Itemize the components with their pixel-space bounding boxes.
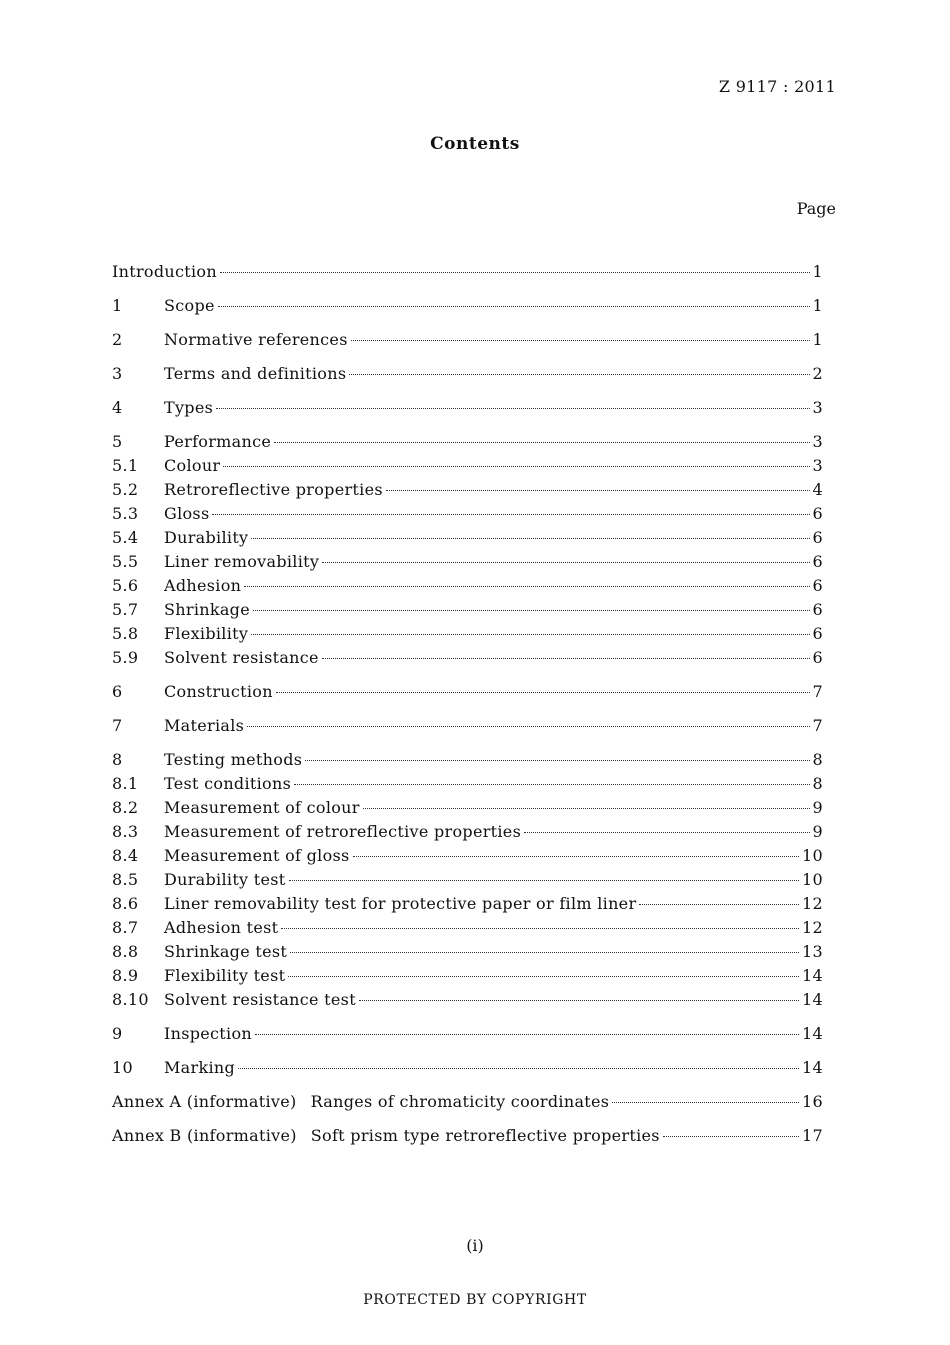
toc-entry-page: 6 [812,624,823,643]
toc-entry[interactable] [112,294,823,318]
dot-leader [386,489,810,491]
dot-leader [351,339,810,341]
table-of-contents [112,260,823,1148]
toc-entry-title: Retroreflective properties [164,480,383,499]
toc-entry[interactable] [112,916,823,940]
toc-entry-page: 12 [802,894,823,913]
toc-entry-page: 7 [812,682,823,701]
toc-entry[interactable] [112,796,823,820]
toc-entry[interactable] [112,820,823,844]
dot-leader [359,999,799,1001]
toc-entry-page: 14 [802,990,823,1009]
toc-entry[interactable] [112,892,823,916]
toc-entry-title: Flexibility test [164,966,286,985]
dot-leader [238,1067,799,1069]
toc-entry-number: 8.1 [112,774,139,793]
toc-entry-title: Shrinkage test [164,942,288,961]
dot-leader [220,271,810,273]
toc-entry-page: 10 [802,870,823,889]
dot-leader [276,691,810,693]
toc-entry[interactable] [112,1056,823,1080]
dot-leader [288,975,799,977]
toc-entry-title: Performance [164,432,272,451]
toc-entry-title: Introduction [112,262,217,281]
dot-leader [524,831,809,833]
annex-page: 17 [802,1126,823,1145]
dot-leader [322,561,809,563]
toc-entry-title: Types [164,398,214,417]
toc-entry-number: 5.6 [112,576,139,595]
toc-entry-number: 4 [112,398,123,417]
toc-entry[interactable] [112,772,823,796]
toc-entry-title: Adhesion [164,576,242,595]
toc-entry-number: 8.10 [112,990,149,1009]
dot-leader [349,373,809,375]
toc-entry[interactable] [112,362,823,386]
dot-leader [294,783,809,785]
toc-entry-page: 6 [812,528,823,547]
toc-entry-title: Shrinkage [164,600,250,619]
toc-entry-page: 2 [812,364,823,383]
toc-entry-number: 8.6 [112,894,139,913]
annex-title: Soft prism type retroreflective properties [310,1126,660,1145]
annex-label: Annex A (informative) [112,1092,297,1111]
toc-entry[interactable] [112,454,823,478]
dot-leader [251,633,809,635]
toc-entry-page: 12 [802,918,823,937]
toc-entry[interactable] [112,396,823,420]
toc-entry-page: 3 [812,456,823,475]
toc-entry[interactable] [112,574,823,598]
toc-entry-title: Durability [164,528,249,547]
dot-leader [274,441,809,443]
toc-entry-title: Durability test [164,870,286,889]
toc-entry-number: 9 [112,1024,123,1043]
dot-leader [363,807,810,809]
toc-entry-page: 6 [812,648,823,667]
toc-entry-title: Normative references [164,330,348,349]
toc-entry-title: Flexibility [164,624,249,643]
toc-entry[interactable] [112,940,823,964]
dot-leader [212,513,809,515]
dot-leader [223,465,809,467]
toc-entry-number: 8.3 [112,822,139,841]
dot-leader [251,537,809,539]
toc-entry[interactable] [112,478,823,502]
dot-leader [281,927,799,929]
toc-entry-page: 9 [812,798,823,817]
toc-entry-page: 14 [802,1024,823,1043]
toc-entry-number: 10 [112,1058,133,1077]
dot-leader [322,657,810,659]
toc-entry-number: 5.8 [112,624,139,643]
toc-entry-title: Liner removability test for protective paper or film liner [164,894,637,913]
toc-entry[interactable] [112,260,823,284]
toc-entry-title: Construction [164,682,273,701]
annex-title: Ranges of chromaticity coordinates [310,1092,610,1111]
toc-entry-title: Marking [164,1058,236,1077]
dot-leader [216,407,809,409]
toc-entry[interactable] [112,988,823,1012]
dot-leader [305,759,809,761]
toc-entry[interactable] [112,502,823,526]
toc-entry-page: 6 [812,600,823,619]
toc-entry[interactable] [112,598,823,622]
toc-entry[interactable] [112,680,823,704]
toc-entry-title: Scope [164,296,215,315]
toc-entry-page: 1 [812,262,823,281]
dot-leader [253,609,810,611]
toc-entry-number: 3 [112,364,123,383]
toc-entry-page: 6 [812,576,823,595]
toc-entry-title: Liner removability [164,552,320,571]
dot-leader [353,855,799,857]
toc-entry[interactable] [112,1022,823,1046]
toc-entry[interactable] [112,526,823,550]
toc-entry-page: 9 [812,822,823,841]
toc-entry-page: 6 [812,504,823,523]
toc-entry[interactable] [112,550,823,574]
toc-entry-number: 7 [112,716,123,735]
dot-leader [289,879,800,881]
page-column-label: Page [796,199,836,218]
toc-entry[interactable] [112,714,823,738]
toc-entry-page: 1 [812,296,823,315]
toc-entry-page: 14 [802,966,823,985]
toc-entry-title: Solvent resistance test [164,990,356,1009]
toc-entry-number: 8 [112,750,123,769]
dot-leader [255,1033,799,1035]
copyright-notice: PROTECTED BY COPYRIGHT [363,1292,587,1308]
dot-leader [639,903,799,905]
toc-entry-title: Terms and definitions [164,364,347,383]
toc-entry-number: 8.2 [112,798,139,817]
toc-entry-number: 8.7 [112,918,139,937]
toc-entry-page: 7 [812,716,823,735]
toc-entry-page: 4 [812,480,823,499]
toc-entry-number: 5.4 [112,528,139,547]
toc-entry-page: 14 [802,1058,823,1077]
dot-leader [247,725,809,727]
toc-entry-title: Inspection [164,1024,252,1043]
toc-entry-title: Colour [164,456,221,475]
toc-entry-number: 8.4 [112,846,139,865]
annex-label: Annex B (informative) [112,1126,297,1145]
dot-leader [244,585,809,587]
dot-leader [663,1135,799,1137]
toc-entry-title: Materials [164,716,245,735]
toc-entry[interactable] [112,868,823,892]
toc-entry-title: Test conditions [164,774,292,793]
toc-entry-number: 1 [112,296,123,315]
toc-entry-number: 5 [112,432,123,451]
toc-entry-number: 5.1 [112,456,139,475]
toc-entry-page: 8 [812,750,823,769]
toc-entry-title: Measurement of gloss [164,846,350,865]
toc-entry-page: 13 [802,942,823,961]
annex-entry[interactable] [112,1124,823,1148]
toc-entry[interactable] [112,328,823,352]
toc-entry-title: Testing methods [164,750,303,769]
standard-number: Z 9117 : 2011 [718,77,836,96]
toc-entry-page: 1 [812,330,823,349]
toc-entry-page: 3 [812,432,823,451]
toc-entry[interactable] [112,646,823,670]
toc-entry-number: 5.5 [112,552,139,571]
toc-entry[interactable] [112,844,823,868]
toc-entry-title: Solvent resistance [164,648,319,667]
toc-entry-title: Measurement of colour [164,798,360,817]
toc-entry-number: 8.9 [112,966,139,985]
toc-entry-number: 5.9 [112,648,139,667]
toc-entry-page: 8 [812,774,823,793]
toc-entry-number: 5.3 [112,504,139,523]
toc-entry-title: Measurement of retroreflective properties [164,822,522,841]
toc-entry[interactable] [112,622,823,646]
toc-entry-page: 3 [812,398,823,417]
dot-leader [218,305,810,307]
toc-entry-number: 8.8 [112,942,139,961]
annex-page: 16 [802,1092,823,1111]
toc-entry-title: Gloss [164,504,210,523]
toc-entry-number: 5.7 [112,600,139,619]
dot-leader [612,1101,799,1103]
toc-entry-page: 10 [802,846,823,865]
page-title: Contents [430,134,520,154]
toc-entry[interactable] [112,748,823,772]
page-number: (i) [466,1236,484,1255]
toc-entry-number: 8.5 [112,870,139,889]
annex-entry[interactable] [112,1090,823,1114]
dot-leader [290,951,799,953]
toc-entry-number: 5.2 [112,480,139,499]
toc-entry[interactable] [112,964,823,988]
toc-entry-number: 6 [112,682,123,701]
toc-entry-number: 2 [112,330,123,349]
toc-entry-title: Adhesion test [164,918,279,937]
toc-entry[interactable] [112,430,823,454]
toc-entry-page: 6 [812,552,823,571]
